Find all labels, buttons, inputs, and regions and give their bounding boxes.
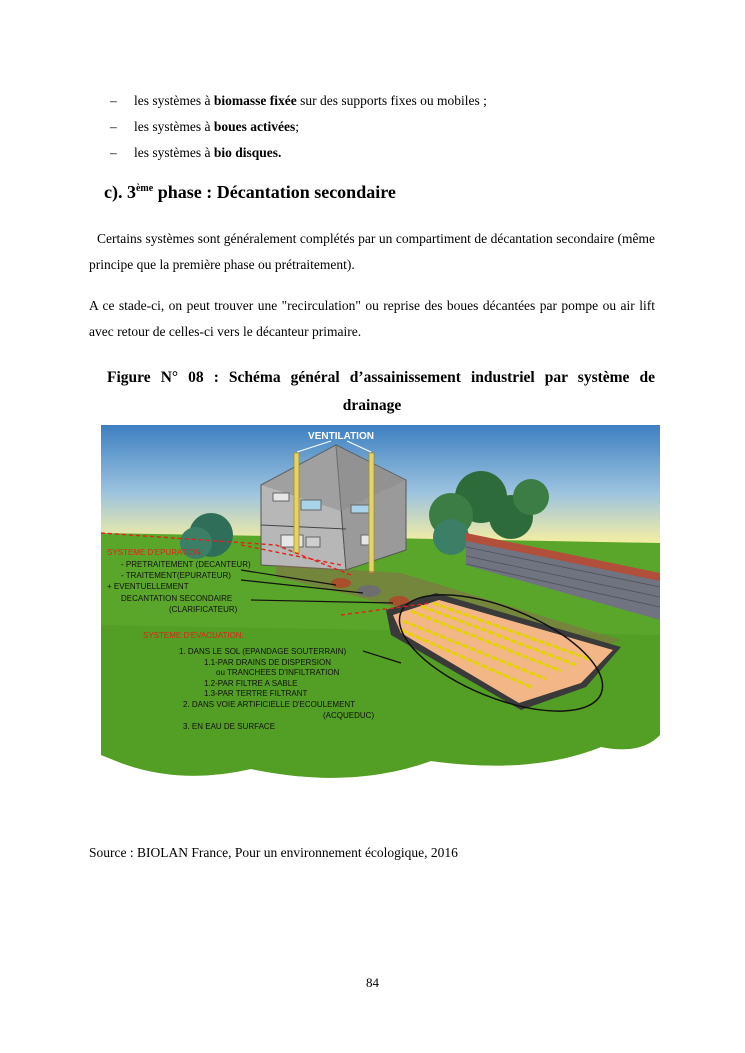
bullet-text-end: sur des supports fixes ou mobiles ; (296, 93, 487, 108)
list-item (110, 140, 487, 166)
epuration-title: SYSTEME D'EPURATION: (107, 548, 204, 557)
evacuation-item: 1.2-PAR FILTRE A SABLE (204, 679, 298, 688)
bullet-dash: – (110, 119, 117, 134)
evacuation-item: (ACQUEDUC) (323, 711, 375, 720)
epuration-item: (CLARIFICATEUR) (169, 605, 238, 614)
bullet-text: les systèmes à (134, 93, 214, 108)
evacuation-item: 2. DANS VOIE ARTIFICIELLE D'ECOULEMENT (183, 700, 356, 709)
bullet-text: les systèmes à (134, 145, 214, 160)
figure-title-line: Figure N° 08 : Schéma général d’assainissement industriel par système de (107, 369, 655, 386)
page-number: 84 (366, 975, 379, 990)
epuration-item: - TRAITEMENT(EPURATEUR) (121, 571, 231, 580)
bullet-bold-text: bio disques. (213, 145, 282, 160)
epuration-item: - PRETRAITEMENT (DECANTEUR) (121, 560, 251, 569)
bullet-bold-text: biomasse fixée (213, 93, 297, 108)
epuration-item: + EVENTUELLEMENT (107, 582, 189, 591)
figure-title-line: drainage (342, 397, 402, 414)
bullet-text: les systèmes à (134, 119, 214, 134)
drainage-diagram (101, 425, 660, 795)
figure-source: Source : BIOLAN France, Pour un environnement écologique, 2016 (89, 845, 458, 860)
evacuation-item: ou TRANCHEES D'INFILTRATION (216, 668, 340, 677)
heading-text: phase : Décantation secondaire (153, 182, 396, 202)
evacuation-item: 1.1-PAR DRAINS DE DISPERSION (204, 658, 331, 667)
evacuation-item: 1. DANS LE SOL (EPANDAGE SOUTERRAIN) (179, 647, 347, 656)
list-item (110, 88, 487, 114)
bullet-text-end: ; (295, 119, 300, 134)
paragraph: A ce stade-ci, on peut trouver une "recirculation" ou reprise des boues décantées par pompe ou air lift avec retour de celles-ci vers le décanteur primaire. (89, 298, 655, 339)
bullet-dash: – (110, 145, 117, 160)
paragraph: Certains systèmes sont généralement complétés par un compartiment de décantation secondaire (même principe que la première phase ou prétraitement). (89, 231, 655, 272)
heading-prefix: c). 3 (104, 182, 136, 202)
epuration-item: DECANTATION SECONDAIRE (121, 594, 233, 603)
bullet-list (110, 88, 487, 166)
list-item (110, 114, 487, 140)
bullet-bold-text: boues activées (213, 119, 296, 134)
section-heading (104, 182, 396, 203)
evacuation-title: SYSTEME D'EVACUATION: (143, 631, 244, 640)
heading-superscript: ème (135, 183, 154, 194)
figure-title (89, 364, 655, 420)
ventilation-label: VENTILATION (308, 431, 374, 442)
evacuation-item: 1.3-PAR TERTRE FILTRANT (204, 689, 308, 698)
bullet-dash: – (110, 93, 117, 108)
evacuation-item: 3. EN EAU DE SURFACE (183, 722, 276, 731)
